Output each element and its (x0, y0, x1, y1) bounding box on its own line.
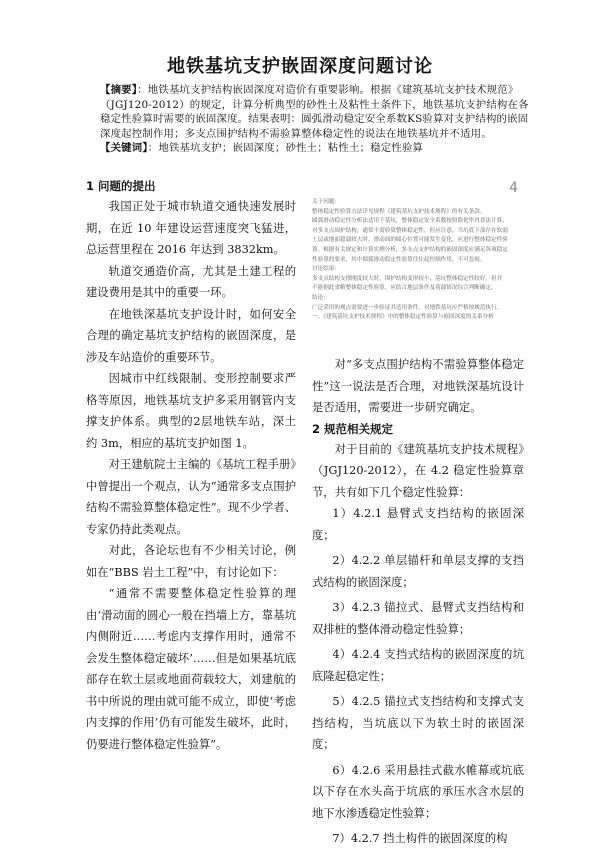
abstract-text: ：地铁基坑支护结构嵌固深度对造价有重要影响。根据《建筑基坑支护技术规范》（JGJ120-2012）的规定，计算分析典型的砂性土及粘性土条件下，地铁基坑支护结构在各稳定性验算时需要的嵌固深度。结果表明：圆弧滑动稳定安全系数KS验算对支护结构的嵌固深度起控制作用；多支点围护结构不需验算整体稳定性的说法在地铁基坑并不适用。 (100, 84, 529, 140)
snippet-line: 对多支点围护结构，通常不需验算整体稳定性，但应注意，当坑底下部存在软弱 (312, 227, 508, 234)
snippet-line: 多支点结构支撑刚度较大时，围护结构变形较小，基坑整体稳定性较好，但并 (312, 275, 503, 282)
snippet-line: 性验算的要求，其中圆弧滑动稳定性验算往往起控制作用，不可忽视。 (312, 256, 486, 263)
snippet-line: 不能据此省略整体稳定性验算，应结合地层条件及荷载情况综合判断确定。 (312, 285, 497, 292)
snippet-line: 关于问题： (312, 199, 340, 205)
paragraph: 在地铁深基坑支护设计时，如何安全合理的确定基坑支护结构的嵌固深度，是涉及车站造价的重要环节。 (86, 307, 296, 364)
quote-paragraph: “通常不需要整体稳定性验算的理由‘滑动面的圆心一般在挡墙上方，靠基坑内侧附近……考虑内支撑作用时，通常不会发生整体稳定破坏’……但是如果基坑底部存在软土层或地面荷载较大，刘建航的书中所说的理由就可能不成立，即使‘考虑内支撑的作用’仍有可能发生破坏，此时，仍要进行整体稳定性验算”。 (86, 587, 296, 751)
snippet-line: 圆弧滑动稳定性分析法适用于基坑，整体稳定安全系数按照简化毕肖普法计算， (312, 218, 508, 225)
right-column (312, 354, 524, 854)
list-item: 1）4.2.1 悬臂式支挡结构的嵌固深度； (312, 507, 524, 542)
paragraph: 因城市中红线限制、变形控制要求严格等原因，地铁基坑支护多采用钢管内支撑支护体系。典型的2层地铁车站，深土约 3m，相应的基坑支护如图 1。 (86, 372, 296, 450)
snippet-line: 讨论结果： (312, 266, 340, 273)
page-number: 4 (509, 180, 518, 196)
left-column (86, 176, 296, 755)
snippet-text (312, 198, 524, 323)
keywords-text: ：地铁基坑支护；嵌固深度；砂性土；粘性土；稳定性验算 (147, 142, 424, 154)
keywords-label: 【关键词】 (100, 142, 148, 154)
list-item: 4）4.2.4 支挡式结构的嵌固深度的坑底隆起稳定性； (312, 648, 524, 683)
snippet-line: 一、《建筑基坑支护技术规程》中的整体稳定性验算与嵌固深度的关系分析 (312, 314, 494, 321)
embedded-forum-screenshot (312, 180, 526, 348)
paragraph: 对“多支点围护结构不需验算整体稳定性”这一说法是否合理，对地铁深基坑设计是否适用，需要进一步研究确定。 (312, 358, 524, 414)
section-1-heading: 1 问题的提出 (86, 179, 156, 193)
list-item: 2）4.2.2 单层锚杆和单层支撑的支挡式结构的嵌固深度； (312, 554, 524, 589)
snippet-line: 结论： (312, 294, 329, 301)
list-item: 7）4.2.7 挡土构件的嵌固深度的构 (332, 832, 508, 845)
abstract-label: 【摘要】 (100, 84, 138, 96)
snippet-line: 广泛采用的观点需要进一步验证其适用条件，对地铁基坑应严格按规范执行。 (312, 304, 503, 311)
section-2-heading: 2 规范相关规定 (312, 421, 394, 436)
paragraph: 对王建航院士主编的《基坑工程手册》中曾提出一个观点，认为“通常多支点围护结构不需验算整体稳定性”。现不少学者、专家仍持此类观点。 (86, 458, 296, 536)
snippet-line: 算。根据有关规定和计算实例分析，多支点支护结构的嵌固深度应满足各项稳定 (312, 246, 508, 253)
paragraph: 对于目前的《建筑基坑支护技术规程》（JGJ120-2012），在 4.2 稳定性验算章节，共有如下几个稳定性验算： (312, 442, 524, 499)
list-item: 6）4.2.6 采用悬挂式截水帷幕或坑底以下存在水头高于坑底的承压水含水层的地下水渗透稳定性验算； (312, 763, 524, 820)
paragraph: 我国正处于城市轨道交通快速发展时期，在近 10 年建设运营速度突飞猛进，总运营里程在 2016 年达到 3832km。 (86, 200, 296, 256)
paragraph: 轨道交通造价高，尤其是土建工程的建设费用是其中的重要一环。 (86, 264, 296, 299)
list-item: 5）4.2.5 锚拉式支挡结构和支撑式支挡结构，当坑底以下为软土时的嵌固深度； (312, 695, 524, 751)
list-item: 3）4.2.3 锚拉式、悬臂式支挡结构和双排桩的整体滑动稳定性验算； (312, 601, 524, 636)
paragraph: 对此，各论坛也有不少相关讨论，例如在“BBS 岩土工程”中，有讨论如下： (86, 544, 296, 579)
snippet-line: 土层或地面超载较大时，滑动面的圆心位置可能发生变化，应进行整体稳定性验 (312, 237, 508, 244)
snippet-line: 整体稳定性验算方法详见规程《建筑基坑支护技术规程》的有关条款。 (312, 208, 486, 215)
paper-title: 地铁基坑支护嵌固深度问题讨论 (167, 56, 433, 77)
abstract-block (100, 83, 530, 156)
